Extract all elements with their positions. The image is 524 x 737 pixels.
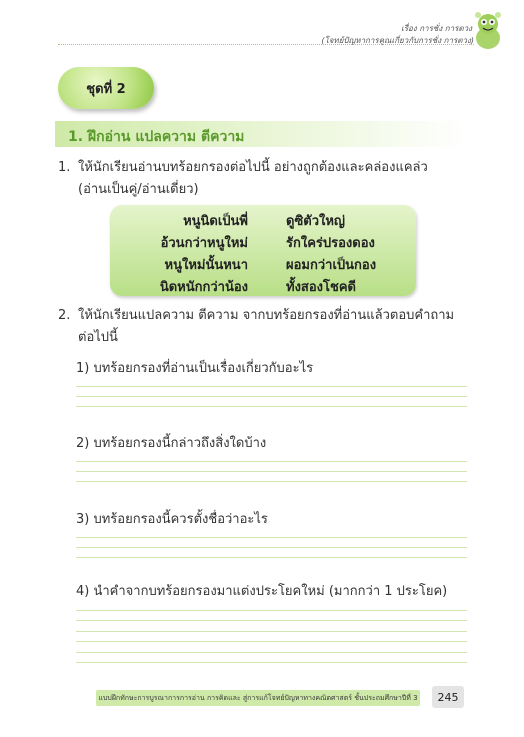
subquestion-3: 3) บทร้อยกรองนี้ควรตั้งชื่อว่าอะไร <box>76 512 268 527</box>
header-divider <box>58 44 474 45</box>
question-1-number: 1. <box>58 160 71 175</box>
answer-line[interactable] <box>76 386 467 387</box>
section-title: 1. ฝึกอ่าน แปลความ ตีความ <box>68 129 245 145</box>
set-label: ชุดที่ 2 <box>58 67 154 109</box>
footer-bar <box>96 690 420 706</box>
poem-line-2a: อ้วนกว่าหนูใหม่ <box>160 236 248 251</box>
question-1 <box>58 157 478 201</box>
answer-line[interactable] <box>76 662 467 663</box>
poem-line-3a: หนูใหม่นั้นหนา <box>164 258 248 273</box>
question-1-line1: ให้นักเรียนอ่านบทร้อยกรองต่อไปนี้ อย่างถูกต้องและคล่องแคล่ว <box>78 160 428 175</box>
poem-line-1b: ดูซิตัวใหญ่ <box>286 214 346 229</box>
answer-line[interactable] <box>76 471 467 472</box>
answer-line[interactable] <box>76 620 467 621</box>
poem-box <box>110 205 416 296</box>
subquestion-4: 4) นำคำจากบทร้อยกรองมาแต่งประโยคใหม่ (มากกว่า 1 ประโยค) <box>76 584 448 599</box>
question-2-line1: ให้นักเรียนแปลความ ตีความ จากบทร้อยกรองที่อ่านแล้วตอบคำถาม <box>78 308 455 323</box>
poem-line-3b: ผอมกว่าเป็นกอง <box>286 258 377 273</box>
answer-line[interactable] <box>76 652 467 653</box>
question-2-line2: ต่อไปนี้ <box>78 330 118 345</box>
answer-line[interactable] <box>76 461 467 462</box>
answer-line[interactable] <box>76 481 467 482</box>
poem-line-1a: หนูนิดเป็นพี่ <box>183 214 248 229</box>
header-title: เรื่อง การชั่ง การตวง <box>400 24 472 33</box>
footer-text: แบบฝึกทักษะการบูรณาการการอ่าน การคิดและ สู่การแก้โจทย์ปัญหาทางคณิตศาสตร์ ชั้นประถมศึกษาปีที่ 3 <box>98 693 418 702</box>
poem-line-4a: นิดหนักกว่าน้อง <box>159 280 248 295</box>
page-number: 245 <box>432 686 464 708</box>
answer-line[interactable] <box>76 406 467 407</box>
poem-line-2b: รักใคร่ปรองดอง <box>286 236 375 251</box>
answer-line[interactable] <box>76 547 467 548</box>
answer-line[interactable] <box>76 396 467 397</box>
subquestion-1: 1) บทร้อยกรองที่อ่านเป็นเรื่องเกี่ยวกับอะไร <box>76 361 314 376</box>
mascot-icon <box>470 10 506 50</box>
header-subtitle: (โจทย์ปัญหาการคูณเกี่ยวกับการชั่ง การตวง) <box>321 36 474 45</box>
answer-line[interactable] <box>76 631 467 632</box>
poem-line-4b: ทั้งสองโชคดี <box>286 280 356 295</box>
subquestion-2: 2) บทร้อยกรองนี้กล่าวถึงสิ่งใดบ้าง <box>76 436 267 451</box>
answer-line[interactable] <box>76 557 467 558</box>
question-2-number: 2. <box>58 308 71 323</box>
answer-line[interactable] <box>76 610 467 611</box>
answer-line[interactable] <box>76 641 467 642</box>
answer-line[interactable] <box>76 537 467 538</box>
question-2 <box>58 305 478 349</box>
question-1-line2: (อ่านเป็นคู่/อ่านเดี่ยว) <box>78 182 199 197</box>
